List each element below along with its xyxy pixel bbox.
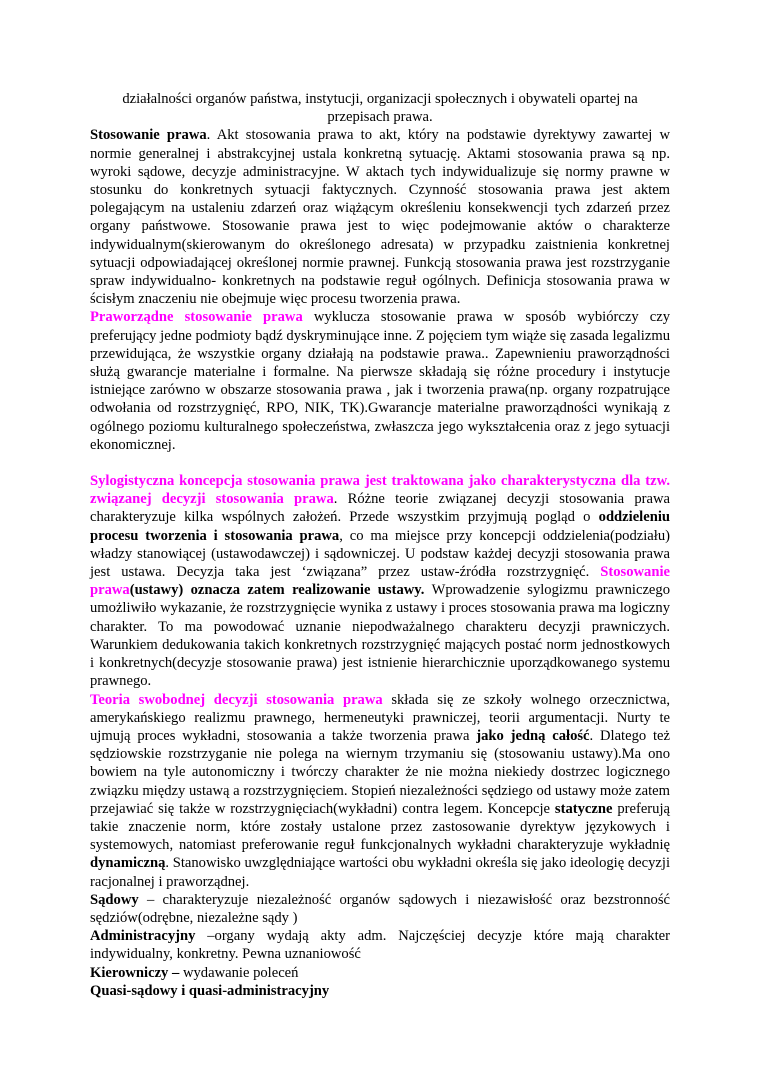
paragraph-text: . Różne teorie związanej decyzji stosowania prawa charakteryzuje kilka wspólnych założeń. Przede wszystkim przyjmują pogląd o xyxy=(90,491,670,526)
intro-text: działalności organów państwa, instytucji, organizacji społecznych i obywateli opartej na przepisach prawa. xyxy=(122,91,638,126)
term-praworzadne-stosowanie-prawa: Praworządne stosowanie prawa xyxy=(90,309,303,326)
paragraph-text: , co ma miejsce przy koncepcji oddzielenia(podziału) władzy stanowiącej (ustawodawczej) i sądowniczej. U podstaw każdej decyzji stosowania prawa jest ustawa. Decyzja taka jest ‘związana” przez ustaw-źródła rozstrzygnięć. xyxy=(90,527,670,581)
paragraph-text: –organy wydają akty adm. Najczęściej decyzje które mają charakter indywidualny, konkretny. Pewna uznaniowość xyxy=(90,928,670,963)
paragraph-text: . Stanowisko uwzględniające wartości obu wykładni określa się jako ideologię decyzji racjonalnej i praworządnej. xyxy=(90,855,670,890)
paragraph-kierowniczy xyxy=(90,964,670,982)
bold-statyczne: statyczne xyxy=(554,800,613,817)
paragraph-text: Wprowadzenie sylogizmu prawniczego umożliwiło wykazanie, że rozstrzygnięcie wynika z ustawy i proces stosowania prawa ma logiczny charakter. To ma powodować uznanie niepodważalnego charakteru decyzji prawniczych. Warunkiem dedukowania takich konkretnych rozstrzygnięć mających postać norm jednostkowych i konkretnych(decyzje stosowanie prawa) jest istnienie hierarchicznie uporządkowanego systemu prawnego. xyxy=(90,582,670,690)
term-stosowanie-prawa: Stosowanie prawa xyxy=(90,127,207,144)
paragraph-quasi xyxy=(90,982,670,1000)
paragraph-text: – charakteryzuje niezależność organów sądowych i niezawisłość oraz bezstronność sędziów(odrębne, niezależne sądy ) xyxy=(90,891,670,926)
term-teoria-swobodnej-decyzji: Teoria swobodnej decyzji stosowania prawa xyxy=(90,691,383,708)
paragraph-text: preferują takie znaczenie norm, które zostały ustalone przez zastosowanie dyrektyw językowych i systemowych, natomiast preferowanie reguł funkcjonalnych wykładni charakteryzuje wykładnię xyxy=(90,800,670,854)
intro-line xyxy=(90,90,670,126)
paragraph-text: wydawanie poleceń xyxy=(179,964,299,981)
paragraph-text: wyklucza stosowanie prawa w sposób wybiórczy czy preferujący jedne podmioty bądź dyskryminujące inne. Z pojęciem tym wiąże się zasada legalizmu przewidująca, że wszystkie organy działają na podstawie prawa.. Zapewnieniu praworządności służą gwarancje materialne i formalne. Na pierwsze składają się różne procedury i instytucje istniejące zarówno w obszarze stosowania prawa , jak i tworzenia prawa(np. organy rozpatrujące odwołania od rozstrzygnięć, RPO, NIK, TK).Gwarancje materialne praworządności wynikają z ogólnego poziomu kulturalnego społeczeństwa, zwłaszcza jego wykształcenia oraz z jego sytuacji ekonomicznej. xyxy=(90,309,670,453)
paragraph-teoria-swobodnej-decyzji xyxy=(90,691,670,891)
paragraph-text: . Akt stosowania prawa to akt, który na podstawie dyrektywy zawartej w normie generalnej i abstrakcyjnej ustala konkretną sytuację. Aktami stosowania prawa są np. wyroki sądowe, decyzje administracyjne. W aktach tych indywidualizuje się normy prawne w stosunku do konkretnych sytuacji faktycznych. Czynność stosowania prawa jest aktem polegającym na ustaleniu zdarzeń oraz wiążącym określeniu konsekwencji tych zdarzeń przez organy państwowe. Stosowanie prawa jest to więc podejmowanie aktów o charakterze indywidualnym(skierowanym do określonego adresata) w przypadku zaistnienia konkretnej sytuacji odpowiadającej określonej normie prawnej. Funkcją stosowania prawa jest rozstrzyganie spraw indywidualno- konkretnych na podstawie reguł ogólnych. Definicja stosowania prawa w ścisłym znaczeniu nie obejmuje więc procesu tworzenia prawa. xyxy=(90,127,670,308)
term-kierowniczy: Kierowniczy – xyxy=(90,964,180,981)
paragraph-text: składa się ze szkoły wolnego orzecznictwa, amerykańskiego realizmu prawnego, hermeneutyki prawniczej, teorii argumentacji. Nurty te ujmują proces wykładni, stosowania a także tworzenia prawa xyxy=(90,691,670,744)
bold-oddzieleniu-procesu: oddzieleniu procesu tworzenia i stosowania prawa xyxy=(90,509,670,544)
paragraph-sadowy xyxy=(90,891,670,927)
bold-realizowanie-ustawy: (ustawy) oznacza zatem realizowanie ustawy. xyxy=(129,582,425,599)
paragraph-praworzadne-stosowanie xyxy=(90,308,670,454)
term-stosowanie-prawa-2: Stosowanie prawa xyxy=(90,564,670,599)
paragraph-gap xyxy=(90,454,670,472)
paragraph-administracyjny xyxy=(90,927,670,963)
paragraph-stosowanie-prawa xyxy=(90,126,670,308)
term-sylogistyczna-koncepcja: Sylogistyczna koncepcja stosowania prawa jest traktowana jako charakterystyczna dla tzw. związanej decyzji stosowania prawa xyxy=(90,473,670,508)
term-quasi-sadowy: Quasi-sądowy i quasi-administracyjny xyxy=(90,982,330,999)
paragraph-text: . Dlatego też sędziowskie rozstrzyganie nie polega na wiernym trzymaniu się (stosowaniu ustawy).Ma ono bowiem na tyle autonomiczny i twórczy charakter że nie można niekiedy dostrzec logicznego związku między ustawą a rozstrzygnięciem. Stopień niezależności sędziego od ustawy może zatem przejawiać się także w rozstrzygnięciach(wykładni) contra legem. Koncepcje xyxy=(90,727,670,817)
bold-dynamiczna: dynamiczną xyxy=(90,855,166,872)
document-page xyxy=(90,90,670,1000)
paragraph-sylogistyczna-koncepcja xyxy=(90,472,670,690)
term-administracyjny: Administracyjny xyxy=(90,928,196,945)
term-sadowy: Sądowy xyxy=(90,891,139,908)
bold-jako-jedna-calosc: jako jedną całość xyxy=(476,727,590,744)
